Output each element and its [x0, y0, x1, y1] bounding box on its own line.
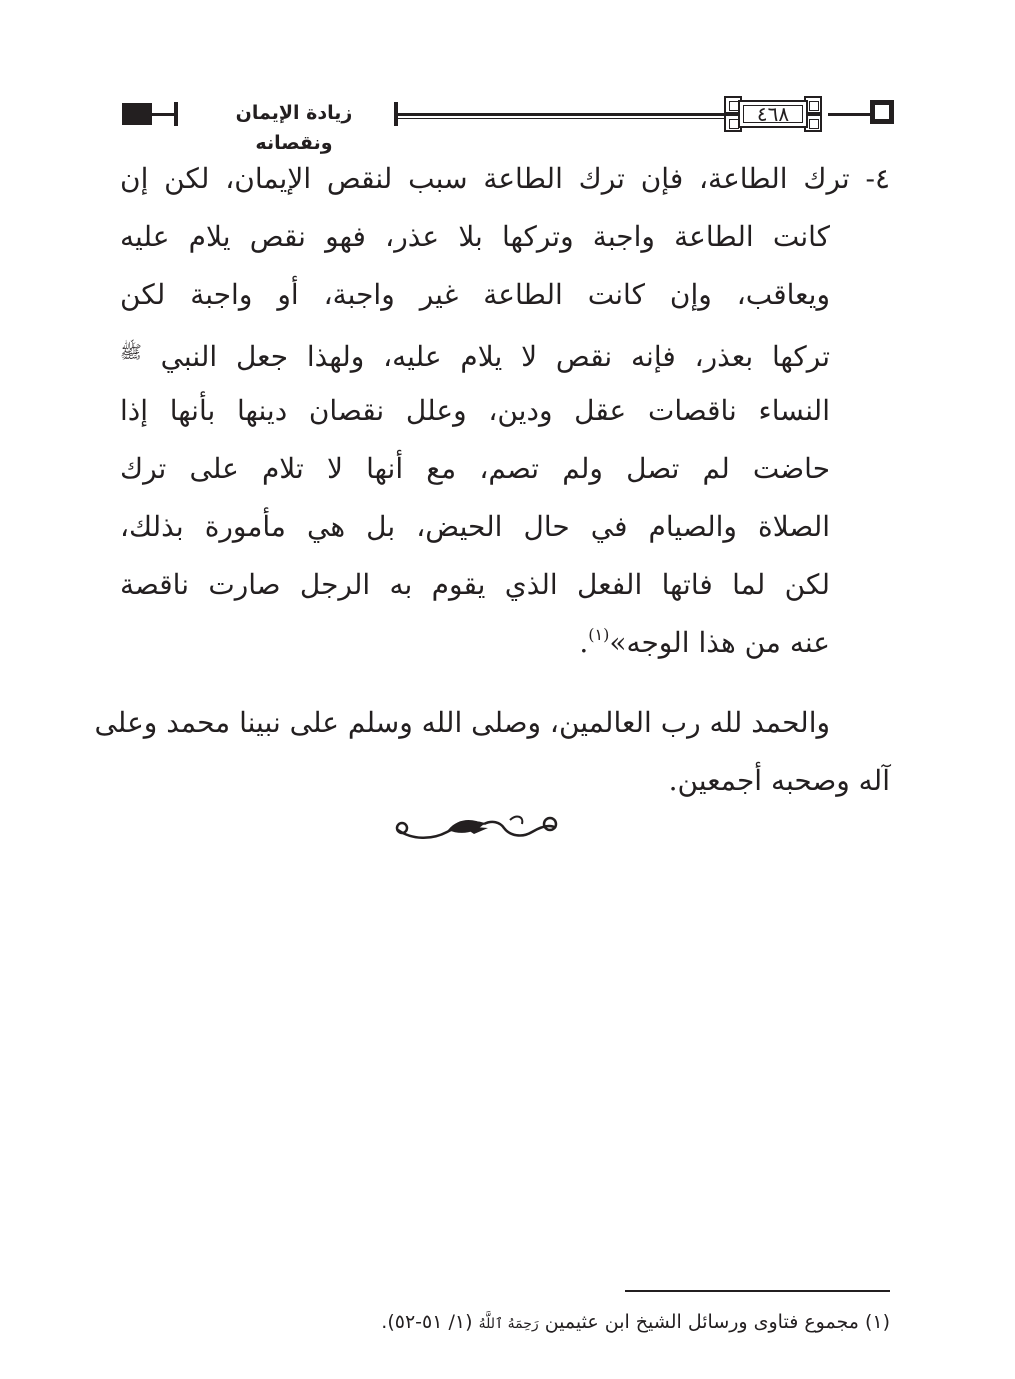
text-line: حاضت لم تصل ولم تصم، مع أنها لا تلام على ترك [120, 452, 830, 485]
header-left-rule [152, 113, 174, 116]
footnote-citation: (١/ ٥١-٥٢). [381, 1311, 473, 1333]
main-text [94, 150, 890, 810]
text-line [120, 324, 830, 382]
text-line: كانت الطاعة واجبة وتركها بلا عذر، فهو نقص يلام عليه [120, 220, 830, 253]
page-header [122, 96, 894, 154]
header-left-block [122, 103, 152, 125]
header-right-rule [828, 113, 870, 116]
text-line: النساء ناقصات عقل ودين، وعلل نقصان دينها بأنها إذا [120, 394, 830, 427]
footnote-text: (١) مجموع فتاوى ورسائل الشيخ ابن عثيمين [544, 1311, 890, 1333]
text-line-part: تركها بعذر، فإنه نقص لا يلام عليه، ولهذا جعل النبي [160, 340, 830, 373]
header-middle-rule [398, 113, 728, 116]
text-line: آله وصحبه أجمعين. [668, 764, 890, 797]
ornament-divider-icon [392, 810, 562, 846]
list-item-4 [120, 150, 890, 672]
text-line: الصلاة والصيام في حال الحيض، بل هي مأمورة بذلك، [120, 510, 830, 543]
sentence-period: . [579, 626, 589, 659]
text-line-part: عنه من هذا الوجه» [609, 626, 830, 659]
text-line: ويعاقب، وإن كانت الطاعة غير واجبة، أو واجبة لكن [120, 278, 830, 311]
text-line: لكن لما فاتها الفعل الذي يقوم به الرجل صارت ناقصة [120, 568, 830, 601]
header-left-bar [174, 102, 178, 126]
text-line [120, 614, 830, 672]
header-middle-thin-rule [398, 118, 728, 119]
page-number: ٤٦٨ [756, 102, 790, 126]
text-line: ٤- ترك الطاعة، فإن ترك الطاعة سبب لنقص الإيمان، لكن إن [120, 162, 890, 195]
page-number-frame [718, 96, 828, 134]
salutation-glyph: ﷺ [120, 342, 142, 363]
header-right-square [870, 100, 894, 124]
footnote-reference: (١) [588, 625, 610, 644]
running-title: زيادة الإيمان ونقصانه [194, 98, 394, 158]
footnote-honorific: رَحِمَهُ ٱللَّهُ [478, 1316, 539, 1332]
footnote-separator [625, 1290, 890, 1292]
footnote [120, 1305, 890, 1341]
text-line: والحمد لله رب العالمين، وصلى الله وسلم على نبينا محمد وعلى [94, 706, 830, 739]
closing-paragraph [94, 694, 890, 810]
